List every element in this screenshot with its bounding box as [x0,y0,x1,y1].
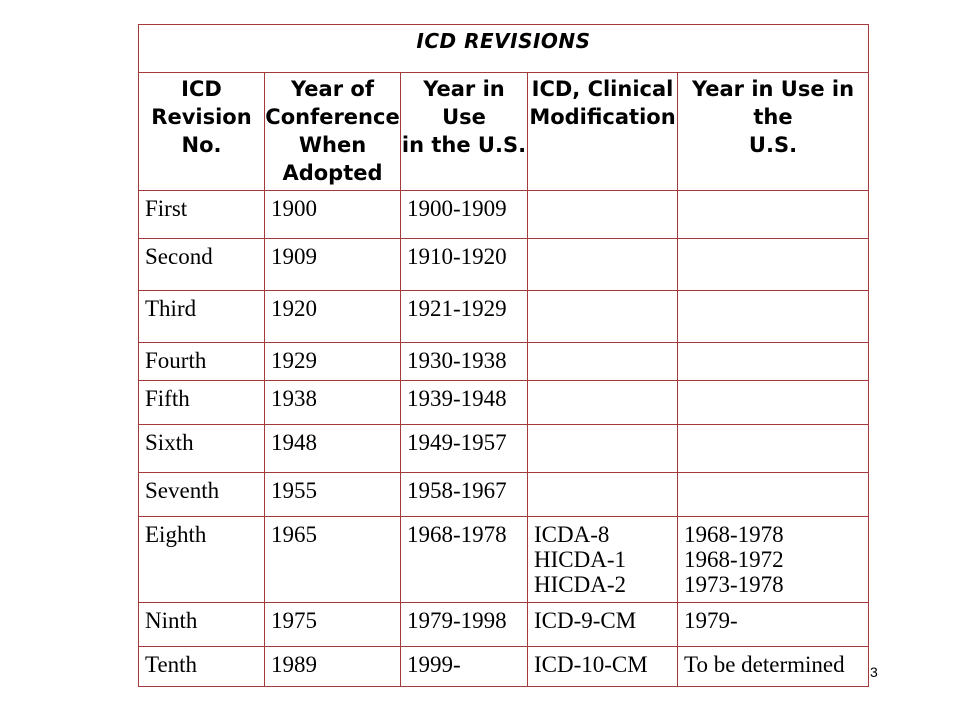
cell-cm-years-line: 1973-1978 [684,572,784,597]
cell-clinical-modification [528,603,678,647]
cell-us-years: 1910-1920 [401,239,528,291]
header-line: in the U.S. [401,133,527,157]
cell-revision: Tenth [139,647,265,687]
header-line: ICD, Clinical [531,77,674,101]
header-cm-year-in-use-us [678,73,869,191]
cell-clinical-modification [528,381,678,425]
cell-conference-year: 1909 [265,239,401,291]
cell-cm-years [678,473,869,517]
cell-clinical-modification-line: ICD-10-CM [534,652,648,677]
cell-conference-year: 1920 [265,291,401,343]
header-row [139,73,869,191]
cell-us-years: 1979-1998 [401,603,528,647]
header-line: No. [181,133,222,157]
header-line: ICD [181,77,222,101]
cell-revision: Fifth [139,381,265,425]
table-row [139,603,869,647]
cell-conference-year: 1900 [265,191,401,239]
cell-cm-years [678,517,869,603]
table-body [139,191,869,687]
cell-clinical-modification [528,425,678,473]
cell-clinical-modification [528,239,678,291]
header-revision-no [139,73,265,191]
cell-cm-years-line: 1968-1978 [684,522,784,547]
header-line: Modification [529,105,676,129]
cell-revision: Third [139,291,265,343]
cell-us-years: 1939-1948 [401,381,528,425]
header-line: Year in Use in the [691,77,855,129]
header-line: When [298,133,367,157]
table-row [139,647,869,687]
cell-cm-years [678,425,869,473]
header-line: U.S. [748,133,798,157]
table-row [139,517,869,603]
cell-conference-year: 1955 [265,473,401,517]
cell-cm-years [678,239,869,291]
cell-revision: First [139,191,265,239]
cell-conference-year: 1929 [265,343,401,381]
table-row [139,381,869,425]
cell-us-years: 1900-1909 [401,191,528,239]
cell-conference-year: 1965 [265,517,401,603]
cell-revision: Fourth [139,343,265,381]
cell-revision: Seventh [139,473,265,517]
header-line: Conference [265,105,400,129]
cell-conference-year: 1975 [265,603,401,647]
cell-revision: Sixth [139,425,265,473]
cell-clinical-modification-line: ICDA-8 [534,522,610,547]
cell-us-years: 1999- [401,647,528,687]
cell-cm-years-line: 1979- [684,608,738,633]
cell-us-years: 1968-1978 [401,517,528,603]
cell-revision: Eighth [139,517,265,603]
cell-conference-year: 1948 [265,425,401,473]
cell-cm-years-line: To be determined [684,652,845,677]
header-line: Revision [151,105,252,129]
cell-us-years: 1949-1957 [401,425,528,473]
cell-clinical-modification-line: ICD-9-CM [534,608,637,633]
cell-us-years: 1930-1938 [401,343,528,381]
cell-cm-years-line: 1968-1972 [684,547,784,572]
cell-cm-years [678,603,869,647]
cell-us-years: 1921-1929 [401,291,528,343]
cell-conference-year: 1938 [265,381,401,425]
cell-cm-years [678,647,869,687]
header-line: Year of [291,77,374,101]
header-year-in-use-us [401,73,528,191]
cell-clinical-modification [528,291,678,343]
table-title: ICD REVISIONS [139,25,869,73]
cell-clinical-modification [528,343,678,381]
cell-clinical-modification [528,517,678,603]
slide-number: 3 [870,664,878,680]
table-row [139,343,869,381]
cell-clinical-modification-line: HICDA-1 [534,547,626,572]
table-row [139,425,869,473]
cell-clinical-modification [528,191,678,239]
cell-cm-years [678,381,869,425]
header-line: Year in Use [423,77,505,129]
cell-clinical-modification [528,473,678,517]
table-row [139,191,869,239]
cell-us-years: 1958-1967 [401,473,528,517]
table-row [139,473,869,517]
cell-revision: Second [139,239,265,291]
cell-revision: Ninth [139,603,265,647]
cell-clinical-modification-line: HICDA-2 [534,572,626,597]
table-row [139,239,869,291]
header-clinical-modification [528,73,678,191]
cell-cm-years [678,291,869,343]
header-conference-year [265,73,401,191]
cell-conference-year: 1989 [265,647,401,687]
cell-clinical-modification [528,647,678,687]
header-line: Adopted [282,161,383,185]
cell-cm-years [678,191,869,239]
icd-revisions-table [138,24,869,687]
cell-cm-years [678,343,869,381]
table-row [139,291,869,343]
